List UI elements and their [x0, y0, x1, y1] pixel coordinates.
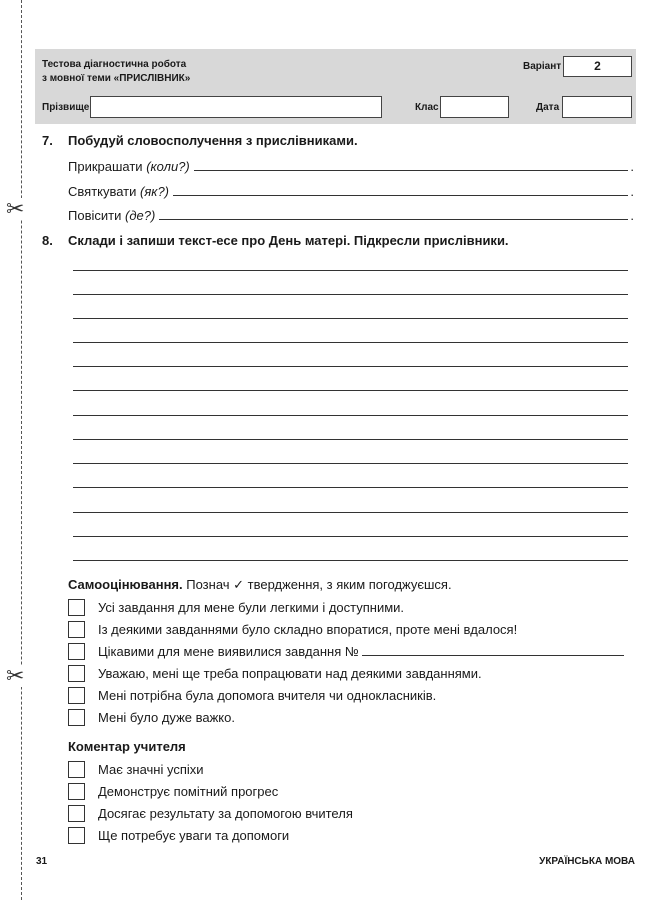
variant-box: 2 [563, 56, 632, 77]
answer-line[interactable] [159, 219, 628, 220]
surname-label: Прізвище [42, 102, 90, 113]
task-7-title: 7. Побудуй словосполучення з прислівниками. [42, 133, 358, 148]
essay-line[interactable] [73, 390, 628, 391]
essay-line[interactable] [73, 560, 628, 561]
scissors-icon: ✂ [6, 196, 25, 221]
checkbox[interactable] [68, 783, 85, 800]
essay-line[interactable] [73, 415, 628, 416]
self-assessment-item[interactable]: Цікавими для мене виявилися завдання № [68, 642, 624, 660]
essay-line[interactable] [73, 270, 628, 271]
scissors-icon: ✂ [6, 663, 25, 688]
task-number-line[interactable] [362, 643, 624, 656]
essay-line[interactable] [73, 342, 628, 343]
checkbox[interactable] [68, 827, 85, 844]
task-7-item[interactable]: Прикрашати (коли?) . [68, 159, 634, 174]
task-7-item[interactable]: Святкувати (як?) . [68, 184, 634, 199]
answer-line[interactable] [173, 195, 628, 196]
self-assessment-item[interactable]: Усі завдання для мене були легкими і доступними. [68, 598, 404, 616]
checkbox[interactable] [68, 621, 85, 638]
essay-line[interactable] [73, 318, 628, 319]
surname-field[interactable] [90, 96, 382, 118]
essay-line[interactable] [73, 366, 628, 367]
teacher-comment-item[interactable]: Демонструє помітний прогрес [68, 782, 278, 800]
teacher-comment-item[interactable]: Ще потребує уваги та допомоги [68, 826, 289, 844]
teacher-comment-title: Коментар учителя [68, 739, 186, 754]
self-assessment-item[interactable]: Мені було дуже важко. [68, 708, 235, 726]
essay-line[interactable] [73, 512, 628, 513]
teacher-comment-item[interactable]: Досягає результату за допомогою вчителя [68, 804, 353, 822]
class-label: Клас [415, 102, 439, 113]
essay-line[interactable] [73, 487, 628, 488]
essay-line[interactable] [73, 439, 628, 440]
essay-line[interactable] [73, 463, 628, 464]
teacher-comment-item[interactable]: Має значні успіхи [68, 760, 204, 778]
self-assessment-item[interactable]: Мені потрібна була допомога вчителя чи однокласників. [68, 686, 436, 704]
worksheet-title: Тестова діагностична робота з мовної теми «ПРИСЛІВНИК» [42, 59, 191, 84]
checkbox[interactable] [68, 687, 85, 704]
date-label: Дата [536, 102, 560, 113]
variant-label: Варіант [523, 61, 562, 72]
answer-line[interactable] [194, 170, 629, 171]
checkbox[interactable] [68, 805, 85, 822]
essay-line[interactable] [73, 536, 628, 537]
task-8-title: 8. Склади і запиши текст-есе про День матері. Підкресли прислівники. [42, 233, 509, 248]
essay-line[interactable] [73, 294, 628, 295]
checkbox[interactable] [68, 643, 85, 660]
cut-line [21, 0, 22, 900]
date-field[interactable] [562, 96, 632, 118]
checkbox[interactable] [68, 709, 85, 726]
task-7-item[interactable]: Повісити (де?) . [68, 208, 634, 223]
checkbox[interactable] [68, 665, 85, 682]
page-number: 31 [36, 856, 48, 867]
worksheet-header [35, 49, 636, 124]
checkbox[interactable] [68, 761, 85, 778]
class-field[interactable] [440, 96, 509, 118]
self-assessment-item[interactable]: Із деякими завданнями було складно впоратися, проте мені вдалося! [68, 620, 517, 638]
self-assessment-title: Самооцінювання. Познач ✓ твердження, з яким погоджуєшся. [68, 577, 452, 592]
checkbox[interactable] [68, 599, 85, 616]
subject-label: УКРАЇНСЬКА МОВА [539, 856, 635, 867]
self-assessment-item[interactable]: Уважаю, мені ще треба попрацювати над деякими завданнями. [68, 664, 482, 682]
